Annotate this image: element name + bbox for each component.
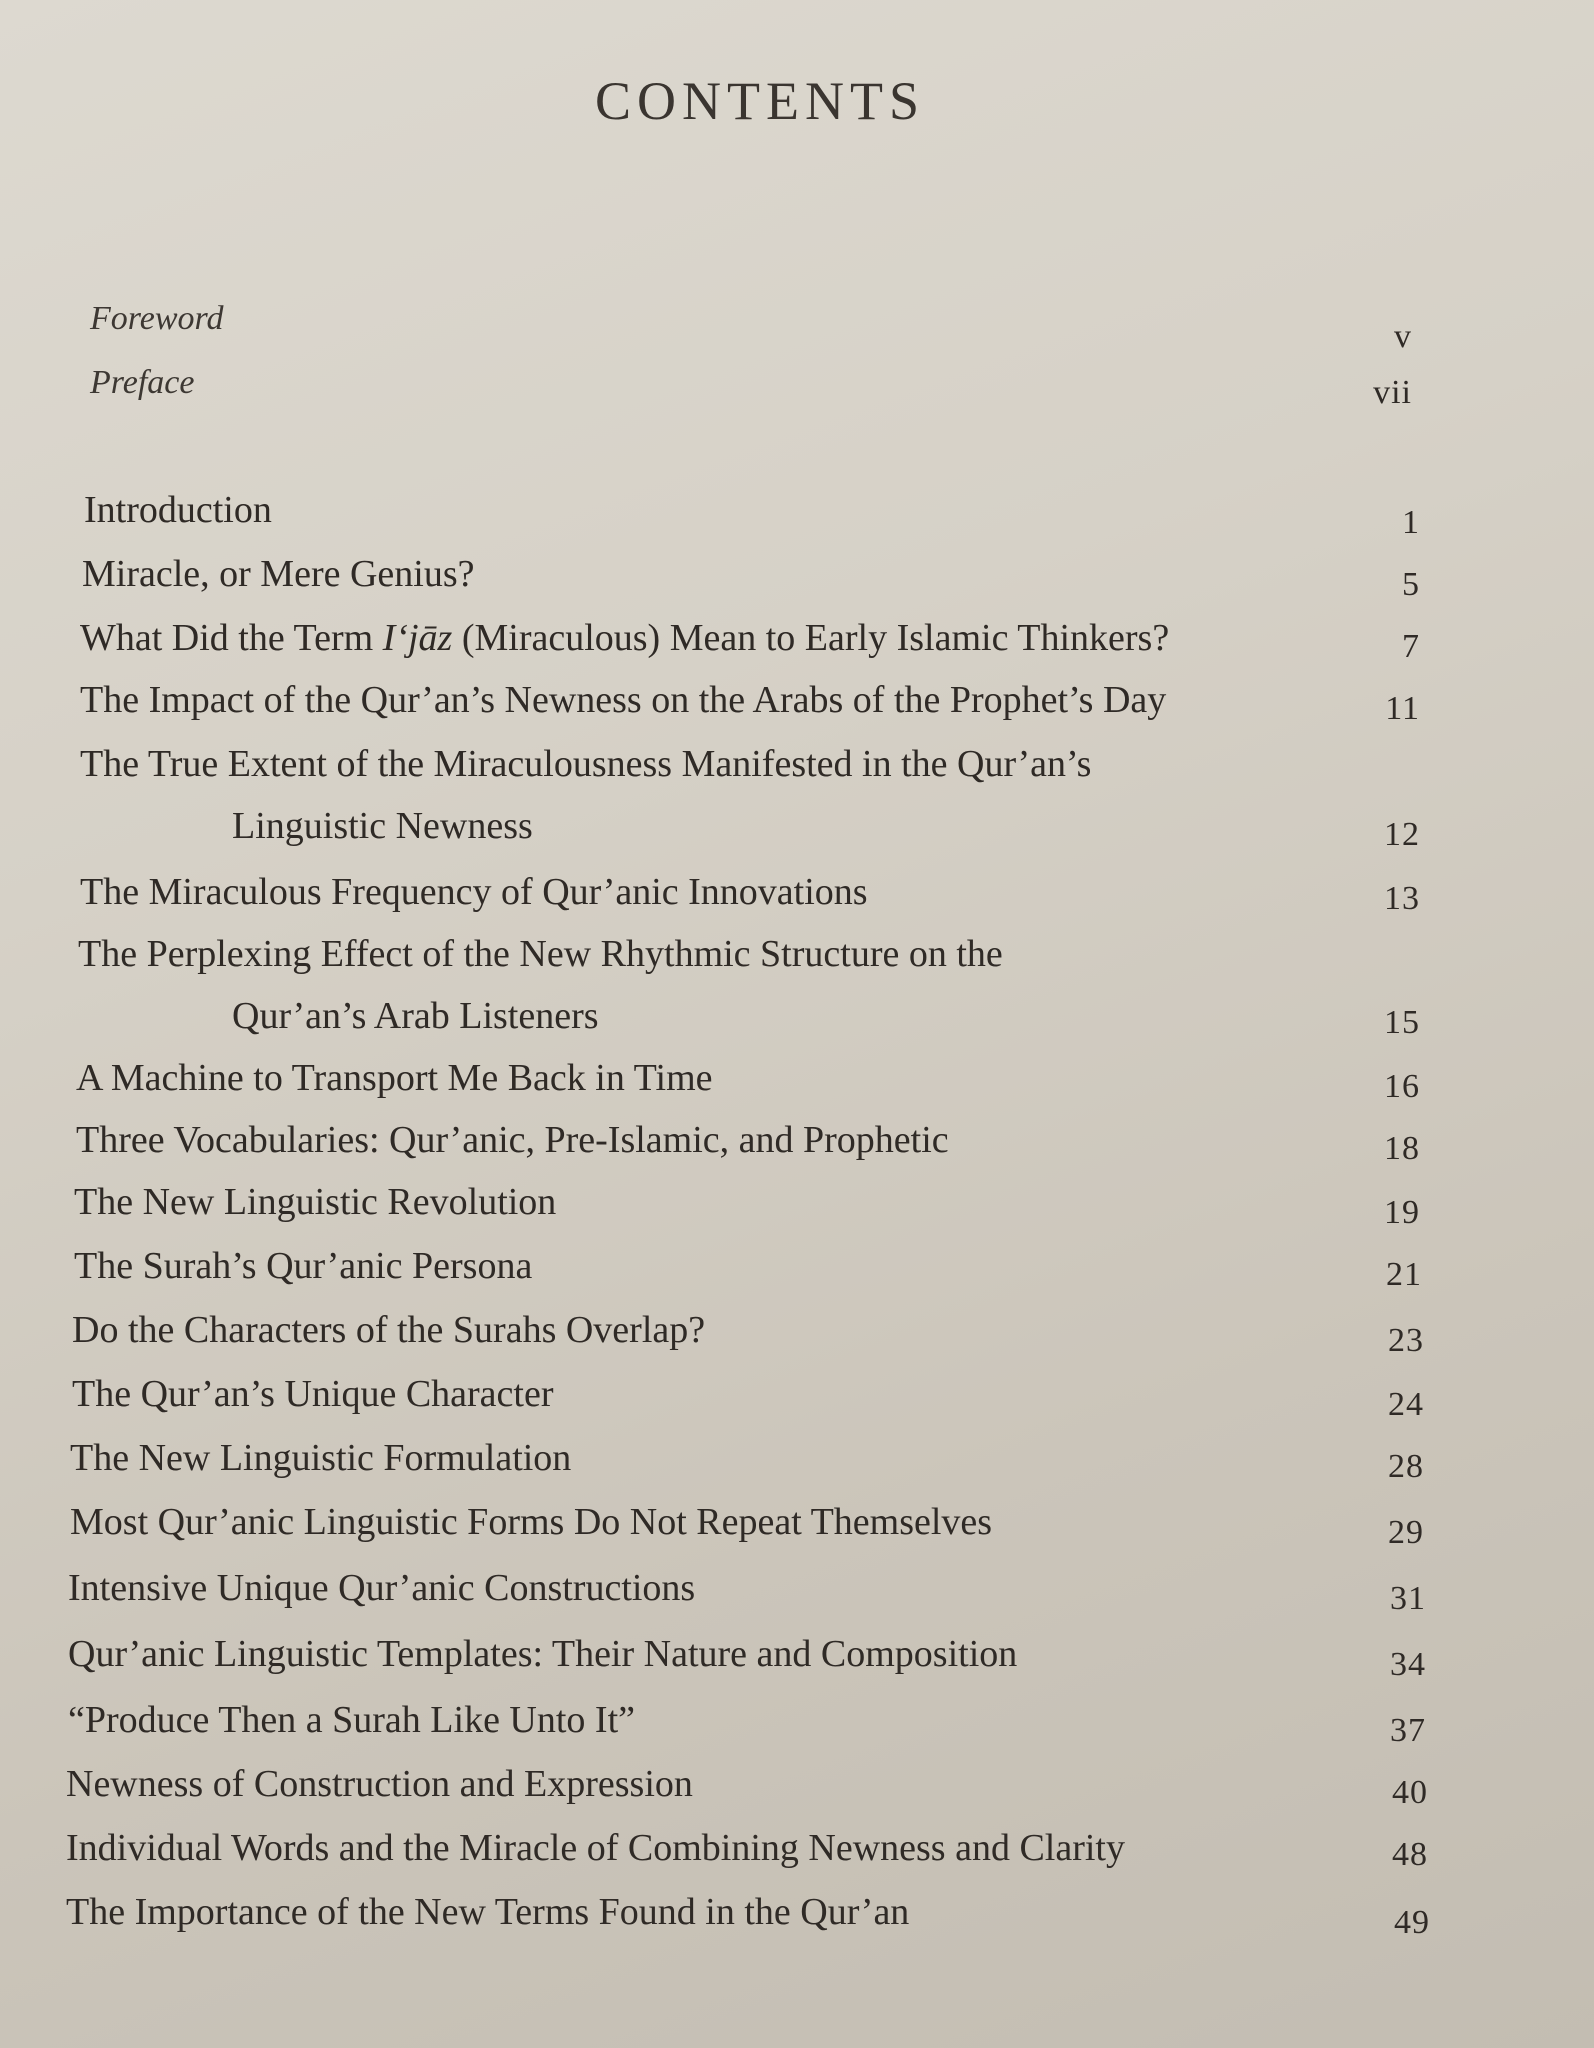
toc-page-number: 49	[1394, 1904, 1430, 1941]
toc-page-number: 48	[1392, 1836, 1428, 1873]
toc-page-number: v	[1394, 318, 1412, 355]
toc-entry-label: Most Qur’anic Linguistic Forms Do Not Repeat Themselves	[70, 1501, 993, 1543]
toc-page-number: vii	[1373, 374, 1412, 411]
toc-entry-label: The Impact of the Qur’an’s Newness on the Arabs of the Prophet’s Day	[80, 679, 1167, 721]
toc-entry-label: Qur’anic Linguistic Templates: Their Nature and Composition	[68, 1633, 1018, 1675]
toc-entry-label: Qur’an’s Arab Listeners	[232, 995, 599, 1037]
toc-entry-label: Linguistic Newness	[232, 805, 533, 847]
toc-entry-label: Foreword	[90, 300, 224, 337]
toc-page-number: 16	[1384, 1068, 1420, 1105]
toc-entry-label: Intensive Unique Qur’anic Constructions	[68, 1567, 696, 1609]
toc-page-number: 29	[1388, 1514, 1424, 1551]
toc-entry-label: The Miraculous Frequency of Qur’anic Innovations	[80, 871, 868, 913]
toc-page-number: 34	[1390, 1646, 1426, 1683]
page-title: CONTENTS	[595, 71, 925, 131]
toc-page-number: 11	[1385, 690, 1420, 727]
toc-page-number: 13	[1384, 880, 1420, 917]
toc-entry-label: “Produce Then a Surah Like Unto It”	[68, 1699, 636, 1741]
toc-entry-label: A Machine to Transport Me Back in Time	[76, 1057, 713, 1099]
toc-page-number: 19	[1384, 1194, 1420, 1231]
toc-entry-label: The Perplexing Effect of the New Rhythmic Structure on the	[78, 933, 1003, 975]
toc-entry-label: Individual Words and the Miracle of Combining Newness and Clarity	[66, 1827, 1125, 1869]
toc-entry-label: The New Linguistic Revolution	[74, 1181, 557, 1223]
toc-entry-label: The New Linguistic Formulation	[70, 1437, 572, 1479]
toc-entry-label: Introduction	[84, 489, 272, 531]
toc-page-number: 21	[1386, 1256, 1422, 1293]
toc-page-number: 1	[1402, 504, 1420, 541]
toc-page-number: 24	[1388, 1386, 1424, 1423]
toc-page-number: 28	[1388, 1448, 1424, 1485]
toc-entry-label: The Qur’an’s Unique Character	[72, 1373, 554, 1415]
toc-entry-label: The True Extent of the Miraculousness Manifested in the Qur’an’s	[80, 743, 1092, 785]
toc-page-number: 37	[1390, 1712, 1426, 1749]
toc-entry-label	[80, 616, 1169, 660]
toc-entry-label: Preface	[90, 364, 195, 401]
toc-page-number: 7	[1402, 628, 1420, 665]
toc-page-number: 31	[1390, 1580, 1426, 1617]
toc-page-number: 40	[1392, 1774, 1428, 1811]
toc-page-number: 23	[1388, 1322, 1424, 1359]
toc-label-part: (Miraculous) Mean to Early Islamic Thinkers?	[452, 617, 1170, 659]
toc-entry-label: Three Vocabularies: Qur’anic, Pre-Islamic, and Prophetic	[76, 1119, 949, 1161]
toc-page-number: 15	[1384, 1004, 1420, 1041]
toc-entry-label: Miracle, or Mere Genius?	[82, 553, 475, 595]
toc-page-number: 12	[1384, 816, 1420, 853]
toc-label-part: What Did the Term	[80, 617, 383, 659]
toc-entry-label: Newness of Construction and Expression	[66, 1763, 693, 1805]
toc-page-number: 18	[1384, 1130, 1420, 1167]
toc-page-number: 5	[1402, 566, 1420, 603]
toc-entry-label: Do the Characters of the Surahs Overlap?	[72, 1309, 706, 1351]
toc-label-italic-term: I‘jāz	[382, 617, 453, 659]
toc-entry-label: The Surah’s Qur’anic Persona	[74, 1245, 533, 1287]
toc-entry-label: The Importance of the New Terms Found in the Qur’an	[66, 1891, 910, 1933]
